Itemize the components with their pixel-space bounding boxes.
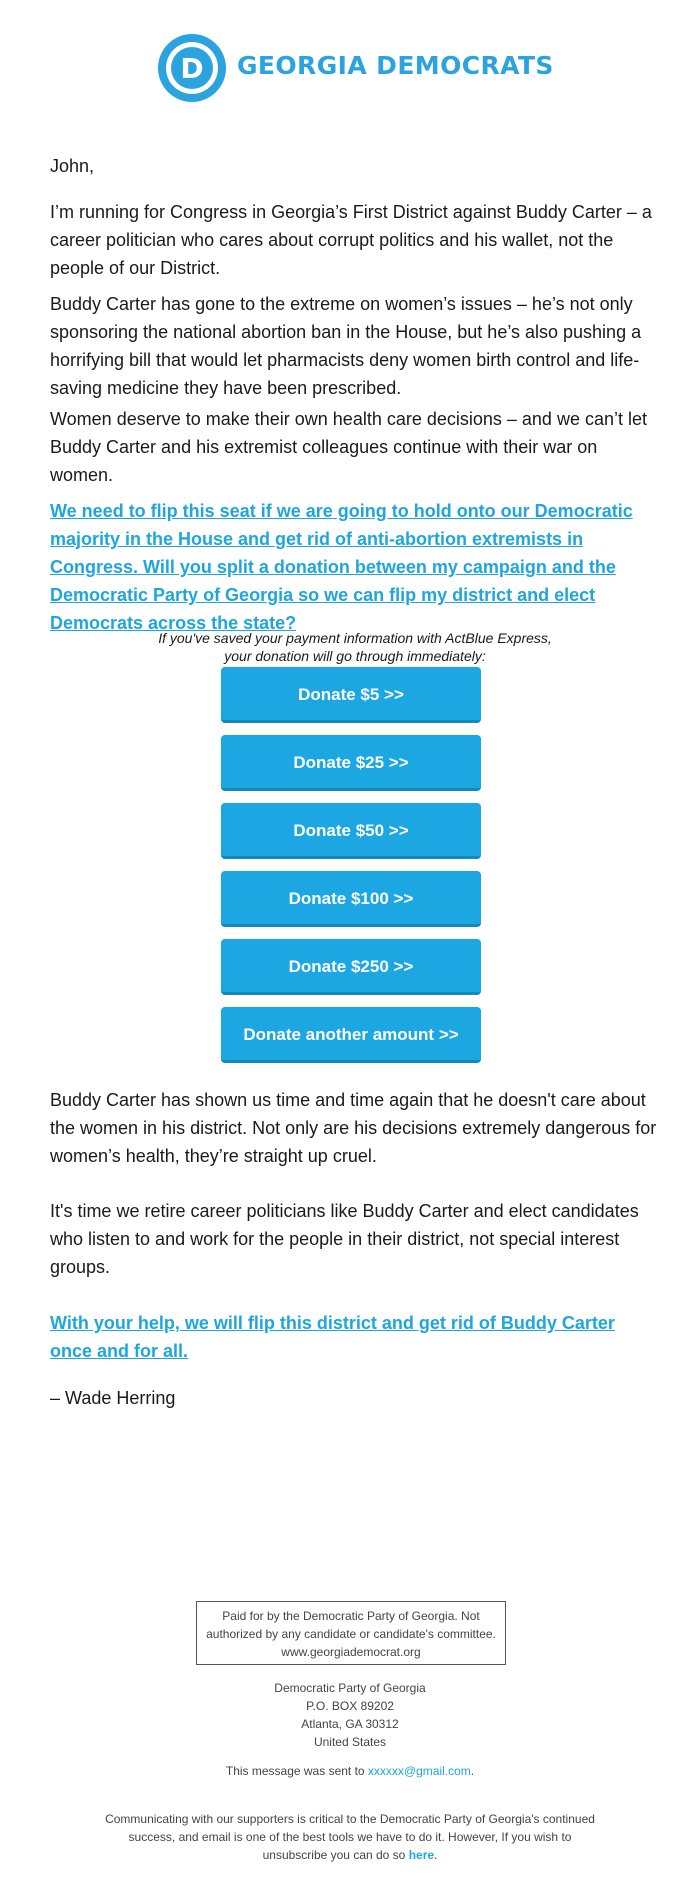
- address-line: United States: [313, 1735, 387, 1749]
- sent-prefix: This message was sent to: [225, 1764, 368, 1778]
- recipient-email: xxxxxx@gmail.com: [367, 1764, 471, 1778]
- democrats-d-logo-icon: [158, 34, 226, 102]
- actblue-express-note: [50, 629, 660, 665]
- donate-5-button[interactable]: Donate $5 >>: [221, 667, 481, 723]
- email-header: [0, 34, 700, 102]
- address-line: Atlanta, GA 30312: [301, 1717, 399, 1731]
- paid-for-text: Paid for by the Democratic Party of Georgia. Not authorized by any candidate or candidate's committee.: [206, 1609, 496, 1641]
- website-text: www.georgiademocrat.org: [281, 1645, 421, 1659]
- unsubscribe-notice: [100, 1810, 600, 1864]
- donation-ask-link[interactable]: We need to flip this seat if we are going to hold onto our Democratic majority in the House and get rid of anti-abortion extremists in Congress. Will you split a donation between my campaign and the Democratic Party of Georgia so we can flip my district and elect Democrats across the state?: [50, 501, 633, 633]
- signature: – Wade Herring: [50, 1388, 176, 1408]
- closing-link[interactable]: With your help, we will flip this district and get rid of Buddy Carter once and for all.: [50, 1313, 615, 1361]
- georgia-democrats-logo[interactable]: [158, 34, 554, 102]
- unsubscribe-text: Communicating with our supporters is critical to the Democratic Party of Georgia's continued success, and email is one of the best tools we have to do it. However, If you wish to unsubscribe you can do so: [105, 1812, 595, 1862]
- paragraph-cruel: Buddy Carter has shown us time and time again that he doesn't care about the women in his district. Not only are his decisions extremely dangerous for women’s health, they’re straight up cruel.: [50, 1090, 657, 1166]
- paragraph-intro: I’m running for Congress in Georgia’s First District against Buddy Carter – a career politician who cares about corrupt politics and his wallet, not the people of our District.: [50, 202, 652, 278]
- donate-25-button[interactable]: Donate $25 >>: [221, 735, 481, 791]
- express-note-line-1: If you've saved your payment information with ActBlue Express,: [158, 630, 552, 646]
- paid-for-disclaimer: [196, 1601, 506, 1665]
- donate-other-amount-button[interactable]: Donate another amount >>: [221, 1007, 481, 1063]
- donate-50-button[interactable]: Donate $50 >>: [221, 803, 481, 859]
- unsubscribe-link[interactable]: here: [408, 1848, 435, 1862]
- address-line: P.O. BOX 89202: [306, 1699, 394, 1713]
- logo-wordmark: GEORGIA DEMOCRATS: [237, 51, 554, 80]
- address-line: Democratic Party of Georgia: [274, 1681, 426, 1695]
- paragraph-extreme: Buddy Carter has gone to the extreme on women’s issues – he’s not only sponsoring the national abortion ban in the House, but he’s also pushing a horrifying bill that would let pharmacists deny women birth control and life-saving medicine they have been prescribed.: [50, 294, 642, 398]
- unsubscribe-end: .: [434, 1848, 438, 1862]
- greeting: John,: [50, 156, 95, 176]
- express-note-line-2: your donation will go through immediately:: [224, 648, 486, 664]
- donate-250-button[interactable]: Donate $250 >>: [221, 939, 481, 995]
- donate-100-button[interactable]: Donate $100 >>: [221, 871, 481, 927]
- paragraph-retire: It's time we retire career politicians like Buddy Carter and elect candidates who listen to and work for the people in their district, not special interest groups.: [50, 1201, 639, 1277]
- logo-letter: D: [180, 52, 204, 85]
- sent-suffix: .: [470, 1764, 475, 1778]
- paragraph-women: Women deserve to make their own health care decisions – and we can’t let Buddy Carter and his extremist colleagues continue with their war on women.: [50, 409, 647, 485]
- sent-to-notice: [0, 1764, 700, 1778]
- mailing-address: [0, 1679, 700, 1751]
